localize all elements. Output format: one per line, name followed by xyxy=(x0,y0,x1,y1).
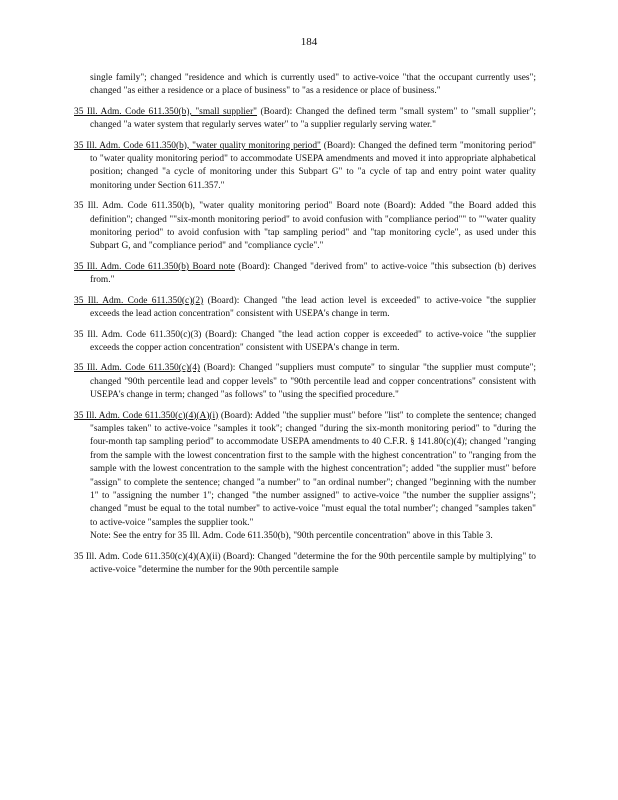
table-entry-b-board-note xyxy=(74,261,536,288)
entry-citation: 35 Ill. Adm. Code 611.350(b), "water quality monitoring period" Board note xyxy=(74,201,380,212)
entry-source: (Board): xyxy=(200,363,236,374)
entry-citation: 35 Ill. Adm. Code 611.350(b), "small supplier" xyxy=(74,106,258,117)
entry-note: Note: See the entry for 35 Ill. Adm. Code 611.350(b), "90th percentile concentration" above in this Table 3. xyxy=(90,531,493,542)
entry-source: (Board): xyxy=(220,551,255,562)
table-entry-c4-a-ii xyxy=(74,551,536,578)
table-entry-c4-a-i xyxy=(74,410,536,544)
entry-source: (Board): xyxy=(218,410,253,421)
entry-source: (Board): xyxy=(234,261,271,272)
entry-text: Changed "derived from" to active-voice "this subsection (b) derives from." xyxy=(90,261,536,286)
entry-citation: 35 Ill. Adm. Code 611.350(c)(4)(A)(i) xyxy=(74,410,219,421)
table-entry-small-supplier xyxy=(74,106,536,133)
table-entry-wqmp-board-note xyxy=(74,200,536,254)
entry-source: (Board): xyxy=(201,329,238,340)
entry-text: Added "the Board added this definition"; changed ""six-month monitoring period" to avoid confusion with "compliance period"" to ""water quality monitoring period" to avoid confusion with "tap sampling period" and "tap monitoring cycle", as used under this Subpart G, and "compliance period" and "compliance cycle"." xyxy=(90,201,536,252)
entry-text: Changed "the lead action level is exceeded" to active-voice "the supplier exceeds the lead action concentration" consistent with USEPA's change in term. xyxy=(90,295,537,320)
entry-citation: 35 Ill. Adm. Code 611.350(b), "water quality monitoring period" xyxy=(74,140,321,151)
entry-source: (Board): xyxy=(257,106,293,117)
table-entry-c3 xyxy=(74,329,536,356)
page-number: 184 xyxy=(300,36,318,48)
entry-text: Changed "determine the for the 90th percentile sample by multiplying" to active-voice "determine the number for the 90th percentile sample xyxy=(90,551,536,575)
entry-text: Changed "suppliers must compute" to singular "the supplier must compute"; changed "90th percentile lead and copper levels" to "90th percentile lead and copper concentrations" consistent with USEPA's change in term; changed "as follows" to "using the specified procedure." xyxy=(90,363,536,401)
entry-citation: 35 Ill. Adm. Code 611.350(c)(2) xyxy=(74,295,204,306)
table-entry-c2 xyxy=(74,295,536,322)
document-body xyxy=(74,72,536,584)
entry-text: Changed "the lead action copper is exceeded" to active-voice "the supplier exceeds the copper action concentration" consistent with USEPA's change in term. xyxy=(90,329,536,353)
entry-citation: 35 Ill. Adm. Code 611.350(c)(3) xyxy=(74,329,202,340)
entry-source: (Board): xyxy=(320,140,356,151)
continuation-paragraph: single family"; changed "residence and which is currently used" to active-voice "that the occupant currently uses"; changed "as either a residence or a place of business" to "as a residence or place of business." xyxy=(90,73,536,97)
entry-citation: 35 Ill. Adm. Code 611.350(c)(4)(A)(ii) xyxy=(74,551,221,562)
entry-text: Changed the defined term "small system" to "small supplier"; changed "a water system that regularly serves water" to "a supplier regularly serving water." xyxy=(90,106,536,131)
table-entry-water-quality-monitoring-period xyxy=(74,140,536,194)
entry-source: (Board): xyxy=(379,201,416,212)
entry-text: Added "the supplier must" before "list" to complete the sentence; changed "samples taken" to active-voice "samples it took"; changed "during the six-month monitoring period" to "during the four-month tap sampling period" to accommodate USEPA amendments to 40 C.F.R. § 141.80(c)(4); changed "ranging from the sample with the lowest concentration first to the sample with the highest concentration" to "ranging from the sample with the lowest concentration to the sample with the highest concentration"; added "the supplier must" before "assign" to complete the sentence; changed "a number" to "an ordinal number"; changed "beginning with the number 1" to "assigning the number 1"; changed "the number assigned" to active-voice "the number the supplier assigns"; changed "must be equal to the total number" to active-voice "must equal the total number"; changed "samples taken" to active-voice "samples the supplier took." xyxy=(90,410,537,528)
entry-citation: 35 Ill. Adm. Code 611.350(c)(4) xyxy=(74,363,201,374)
table-entry-c4 xyxy=(74,362,536,402)
entry-citation: 35 Ill. Adm. Code 611.350(b) Board note xyxy=(74,261,235,272)
entry-text: Changed the defined term "monitoring period" to "water quality monitoring period" to accommodate USEPA amendments and moved it into appropriate alphabetical position; changed "a cycle of monitoring under this Subpart G" to "a cycle of tap and entry point water quality monitoring under Section 611.357." xyxy=(90,140,537,191)
entry-source: (Board): xyxy=(203,295,240,306)
